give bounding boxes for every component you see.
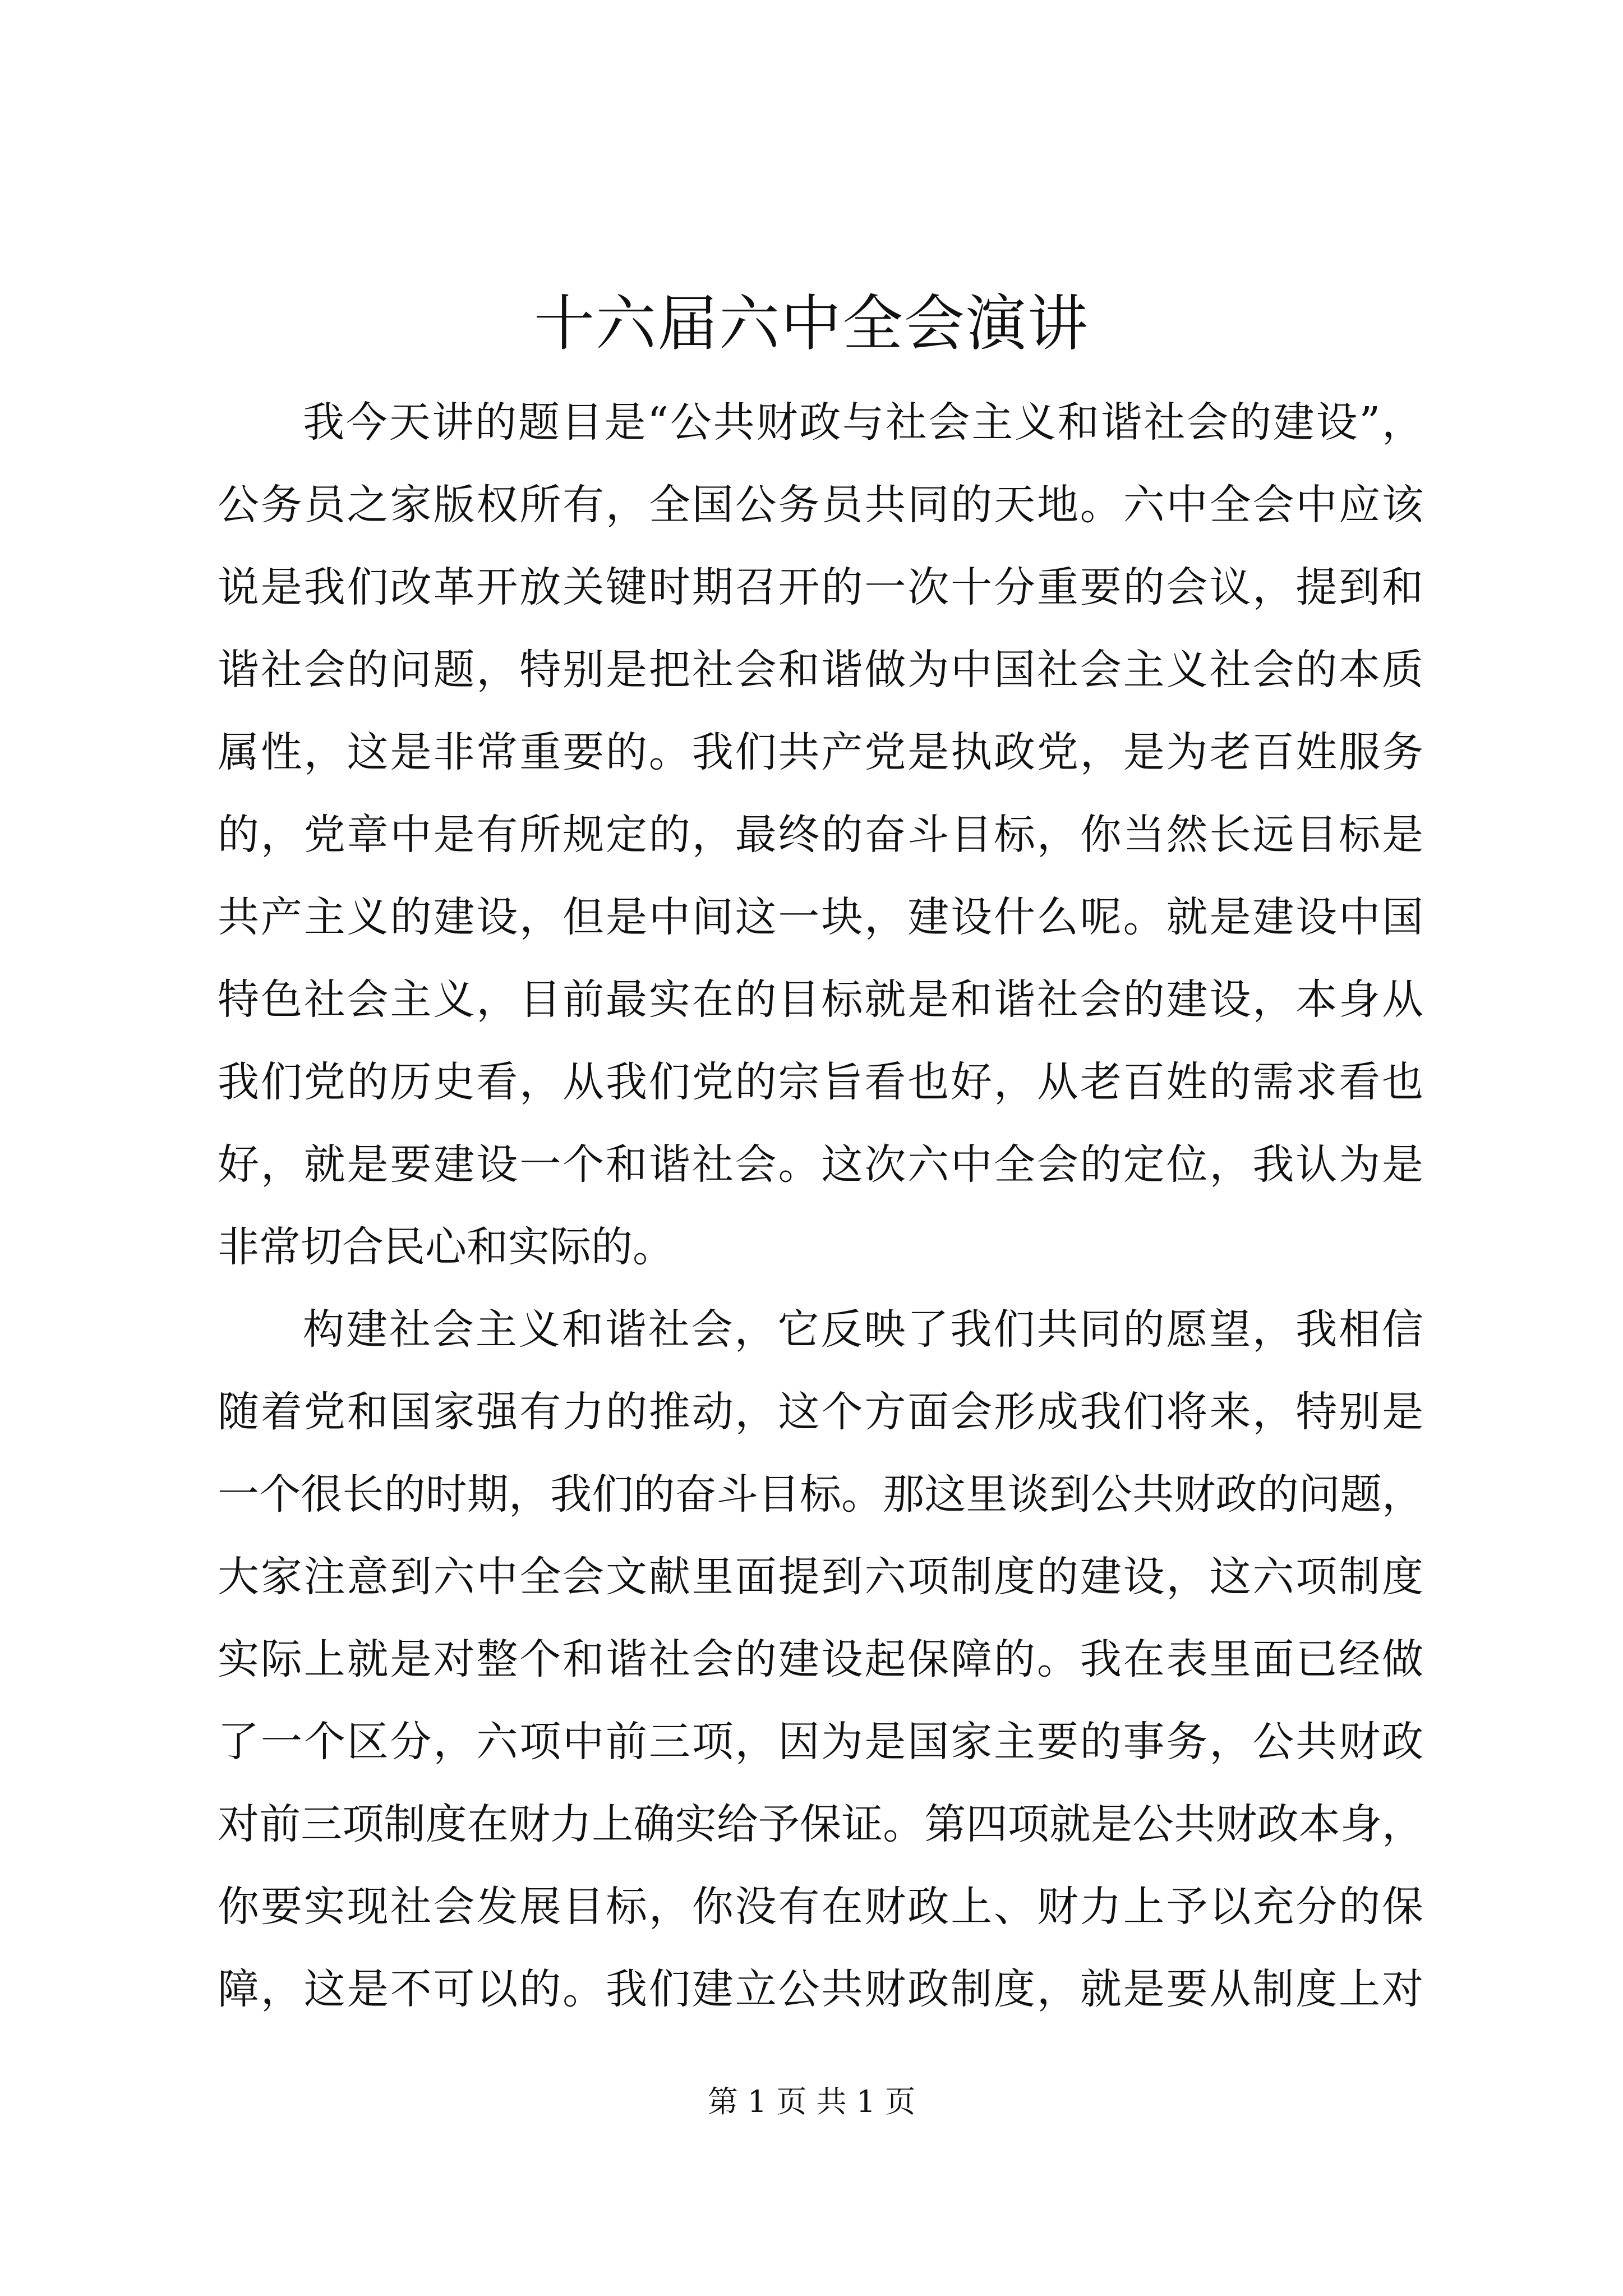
paragraph-1: [218, 381, 1423, 1289]
text-line: 属性，这是非常重要的。我们共产党是执政党，是为老百姓服务: [218, 728, 1423, 776]
paragraph-2: [218, 1289, 1423, 2031]
text-line: 我今天讲的题目是“公共财政与社会主义和谐社会的建设”，: [303, 398, 1423, 447]
text-line: 我们党的历史看，从我们党的宗旨看也好，从老百姓的需求看也: [218, 1058, 1423, 1106]
text-line: 随着党和国家强有力的推动，这个方面会形成我们将来，特别是: [218, 1388, 1423, 1436]
page-footer: 第 1 页 共 1 页: [707, 2084, 916, 2119]
text-line: 构建社会主义和谐社会，它反映了我们共同的愿望，我相信: [303, 1305, 1423, 1354]
text-line: 特色社会主义，目前最实在的目标就是和谐社会的建设，本身从: [218, 976, 1423, 1024]
text-line: 实际上就是对整个和谐社会的建设起保障的。我在表里面已经做: [218, 1635, 1423, 1683]
text-line: 障，这是不可以的。我们建立公共财政制度，就是要从制度上对: [218, 1965, 1423, 2013]
document-title: 十六届六中全会演讲: [533, 289, 1089, 359]
document-body: [218, 381, 1423, 2031]
text-line: 共产主义的建设，但是中间这一块，建设什么呢。就是建设中国: [218, 893, 1423, 941]
text-line: 大家注意到六中全会文献里面提到六项制度的建设，这六项制度: [218, 1553, 1423, 1601]
text-line: 说是我们改革开放关键时期召开的一次十分重要的会议，提到和: [218, 563, 1423, 611]
text-line: 一个很长的时期，我们的奋斗目标。那这里谈到公共财政的问题，: [218, 1470, 1423, 1519]
text-line: 非常切合民心和实际的。: [218, 1223, 674, 1271]
text-line: 对前三项制度在财力上确实给予保证。第四项就是公共财政本身，: [218, 1800, 1423, 1848]
text-line: 好，就是要建设一个和谐社会。这次六中全会的定位，我认为是: [218, 1140, 1423, 1189]
text-line: 了一个区分，六项中前三项，因为是国家主要的事务，公共财政: [218, 1718, 1423, 1766]
text-line: 公务员之家版权所有，全国公务员共同的天地。六中全会中应该: [218, 481, 1423, 529]
text-line: 谐社会的问题，特别是把社会和谐做为中国社会主义社会的本质: [218, 646, 1423, 694]
text-line: 你要实现社会发展目标，你没有在财政上、财力上予以充分的保: [218, 1883, 1423, 1931]
text-line: 的，党章中是有所规定的，最终的奋斗目标，你当然长远目标是: [218, 811, 1423, 859]
